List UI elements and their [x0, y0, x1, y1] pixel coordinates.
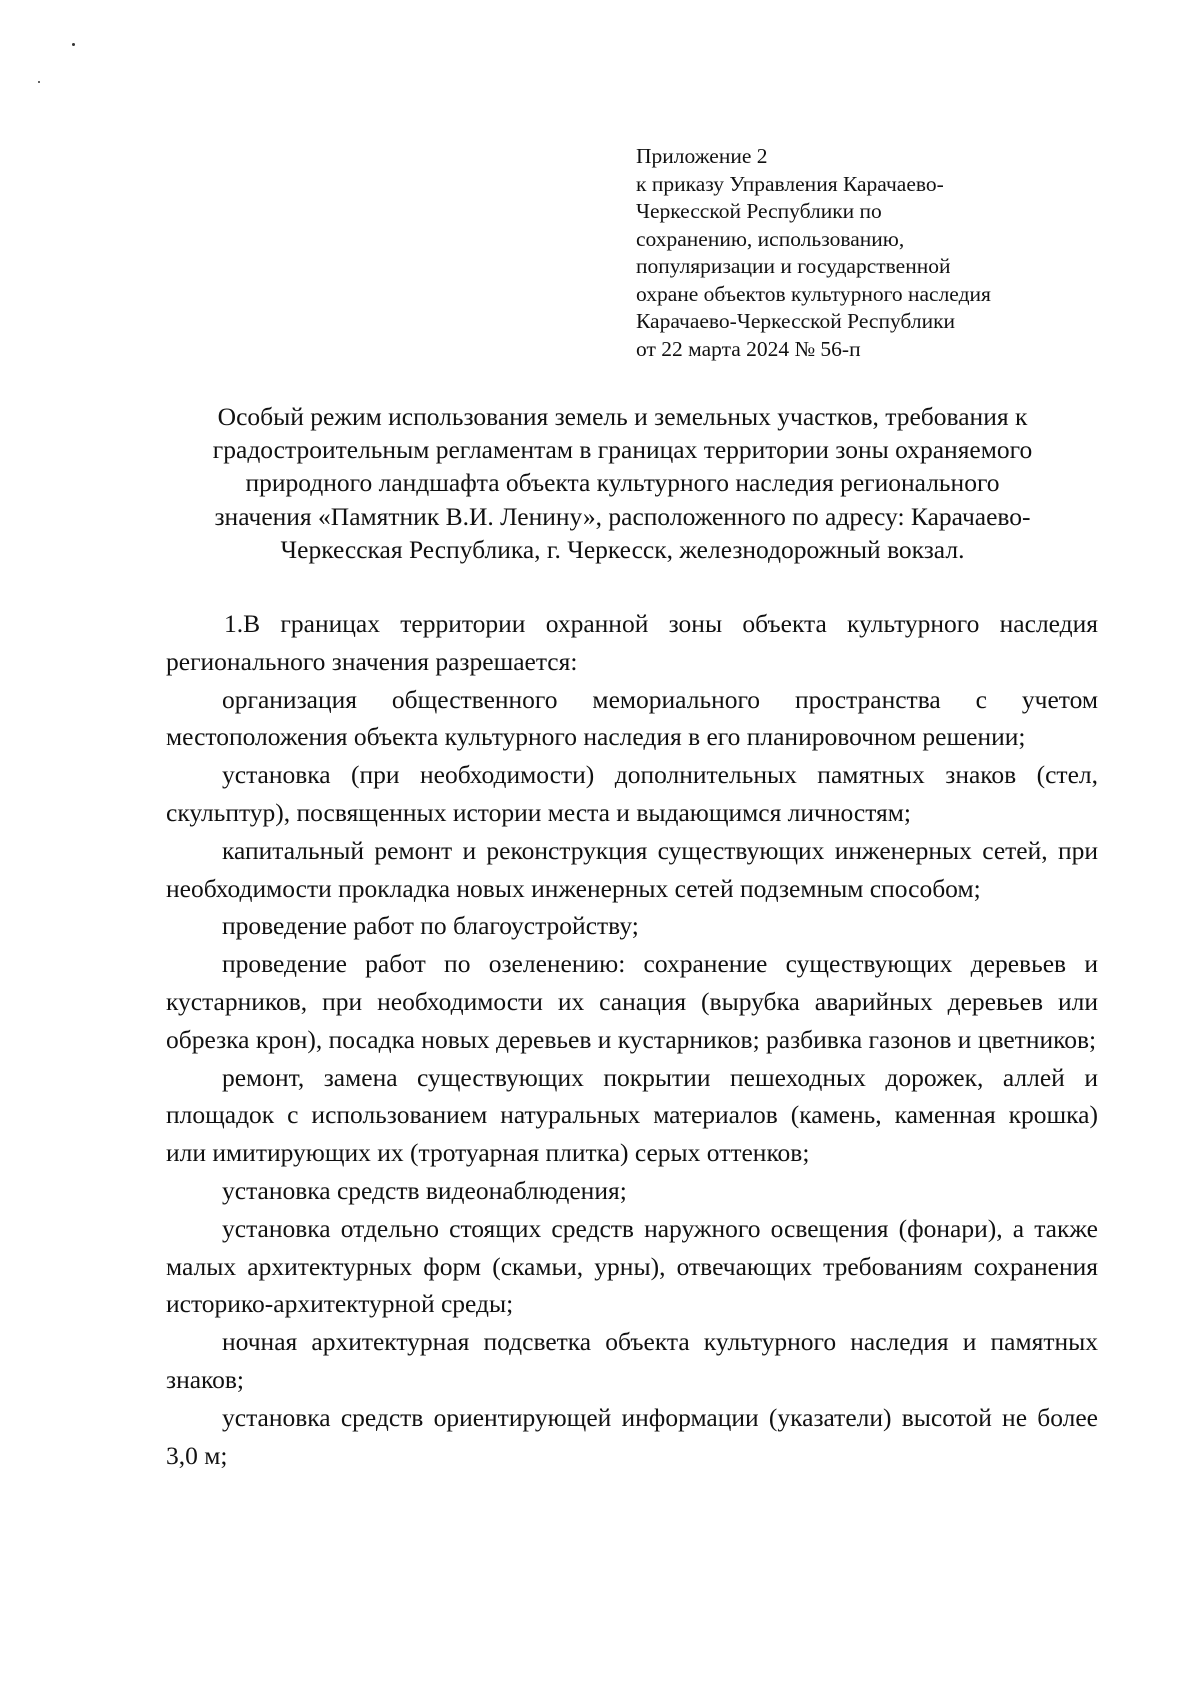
appendix-line: Черкесской Республики по	[636, 199, 882, 223]
appendix-line: Приложение 2	[636, 144, 768, 168]
permitted-item: проведение работ по озеленению: сохранение существующих деревьев и кустарников, при необходимости их санация (вырубка аварийных деревьев или обрезка крон), посадка новых деревьев и кустарников; разбивка газонов и цветников;	[166, 949, 1098, 1054]
permitted-item: организация общественного мемориального пространства с учетом местоположения объекта культурного наследия в его планировочном решении;	[166, 684, 1098, 752]
title-line: Особый режим использования земель и земельных участков, требования к	[217, 402, 1028, 431]
document-body	[166, 605, 1098, 1474]
intro-paragraph: 1.В границах территории охранной зоны объекта культурного наследия регионального значения разрешается:	[166, 609, 1098, 676]
appendix-line: сохранению, использованию,	[636, 226, 905, 251]
permitted-item: ночная архитектурная подсветка объекта культурного наследия и памятных знаков;	[166, 1327, 1098, 1394]
permitted-item: установка средств видеонаблюдения;	[222, 1175, 627, 1205]
appendix-header	[636, 143, 1106, 363]
permitted-item: установка (при необходимости) дополнительных памятных знаков (стел, скульптур), посвященных истории места и выдающимся личностям;	[166, 760, 1098, 827]
document-title	[150, 400, 1095, 566]
appendix-line: от 22 марта 2024 № 56-п	[636, 336, 861, 361]
permitted-item: капитальный ремонт и реконструкция существующих инженерных сетей, при необходимости прокладка новых инженерных сетей подземным способом;	[166, 835, 1098, 903]
appendix-line: популяризации и государственной	[636, 254, 951, 278]
appendix-line: Карачаево-Черкесской Республики	[636, 309, 956, 333]
title-line: природного ландшафта объекта культурного наследия регионального	[245, 468, 1000, 498]
title-line: градостроительным регламентам в границах территории зоны охраняемого	[212, 435, 1033, 465]
scan-artifact-dot	[72, 43, 75, 46]
appendix-line: охране объектов культурного наследия	[636, 281, 991, 306]
title-line: значения «Памятник В.И. Ленину», расположенного по адресу: Карачаево-	[214, 501, 1031, 531]
permitted-item: проведение работ по благоустройству;	[222, 911, 639, 941]
permitted-item: установка средств ориентирующей информации (указатели) высотой не более 3,0 м;	[166, 1402, 1098, 1470]
title-line: Черкесская Республика, г. Черкесск, железнодорожный вокзал.	[280, 534, 965, 564]
permitted-item: установка отдельно стоящих средств наружного освещения (фонари), а также малых архитектурных форм (скамьи, урны), отвечающих требованиям сохранения историко-архитектурной среды;	[166, 1213, 1098, 1319]
appendix-line: к приказу Управления Карачаево-	[636, 171, 944, 196]
scan-artifact-dot	[38, 81, 40, 83]
permitted-item: ремонт, замена существующих покрытии пешеходных дорожек, аллей и площадок с использованием натуральных материалов (камень, каменная крошка) или имитирующих их (тротуарная плитка) серых оттенков;	[166, 1062, 1098, 1168]
